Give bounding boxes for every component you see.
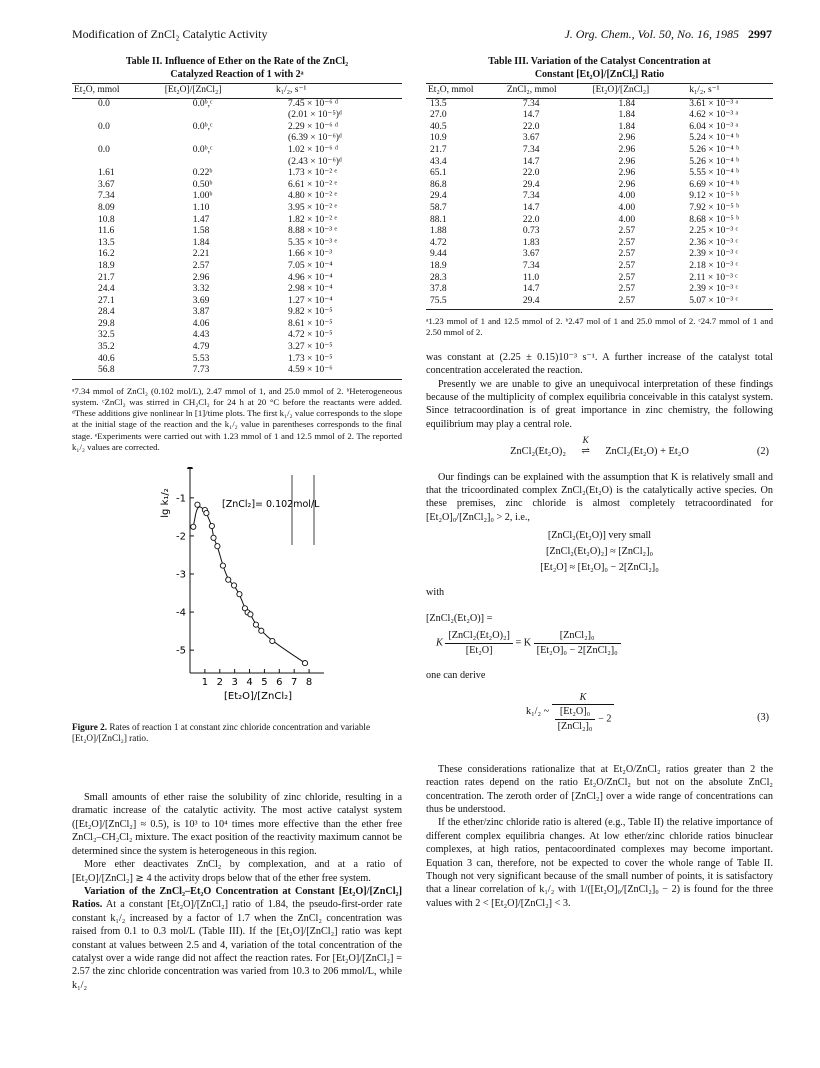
table2 xyxy=(72,83,402,380)
table-row xyxy=(72,365,402,379)
table-row xyxy=(72,249,402,261)
table-cell: 27.0 xyxy=(430,110,447,121)
paragraph-altered: If the ether/zinc chloride ratio is altered (e.g., Table II) the relative importance of different complex equilibria changes. At low ether/zinc chloride ratios binuclear complexes, at high ratios, pentacoordinated complexes may become important. Equation 3 can, therefore, not be expected to cover the whole range of Table II. Though not very significant because of the small number of points, it is satisfactory that a linear correlation of k₁/₂ with 1/([Et₂O]₀/[ZnCl₂]₀ − 2) is found for the three values with 2 < [Et₂O]/[ZnCl₂] < 3. xyxy=(426,817,773,909)
table-cell: 2.96 xyxy=(618,168,636,179)
table-cell: 1.66 × 10⁻³ xyxy=(288,249,333,260)
table-cell: 56.8 xyxy=(72,365,163,379)
eq3-denominator xyxy=(552,705,615,733)
table-row xyxy=(426,145,773,157)
table-row xyxy=(72,215,402,227)
table-row xyxy=(426,122,773,134)
table-cell: 0.0ᵇ,ᶜ xyxy=(192,98,213,109)
table-cell: 40.5 xyxy=(430,121,447,132)
table-cell: 2.96 xyxy=(618,144,636,155)
table2-caption-line2: Catalyzed Reaction of 1 with 2ᵃ xyxy=(170,68,304,80)
paragraph-variation-text: At a constant [Et₂O]/[ZnCl₂] ratio of 1.84, the pseudo-first-order rate constant k₁/₂ increased by a factor of 1.7 when the ZnCl₂ concentration was raised from 0.1 to 0.3 mol/L (Table III). If the [Et₂O]/[ZnCl₂] ratio was kept constant at values between 2.5 and 4, variation of the total concentration of the catalyst over a wide range did not affect the reaction rates. For [Et₂O]/[ZnCl₂] = 2.57 the zinc chloride concentration was varied from 10.3 to 206 mmol/L, while k₁/₂ xyxy=(72,899,402,991)
table-cell: 2.96 xyxy=(618,156,636,167)
table-cell: 32.5 xyxy=(98,330,115,341)
table-cell: 2.36 × 10⁻³ ᶜ xyxy=(689,237,739,248)
table-row xyxy=(72,203,402,215)
table-cell: 3.87 xyxy=(192,307,210,318)
table-cell: 4.62 × 10⁻³ ᵃ xyxy=(689,110,739,121)
table-cell: 2.57 xyxy=(192,260,210,271)
table-cell: 3.27 × 10⁻⁵ xyxy=(288,342,333,353)
table-cell: 2.29 × 10⁻⁶ ᵈ xyxy=(288,121,338,132)
x-tick-label: 5 xyxy=(261,677,268,689)
table-cell: 2.57 xyxy=(618,272,636,283)
table-cell: 11.6 xyxy=(98,226,115,237)
table-cell: 1.47 xyxy=(192,214,210,225)
table-row xyxy=(72,98,402,110)
eq2-number: (2) xyxy=(756,446,769,458)
figure-2-caption xyxy=(72,722,402,745)
table-cell: 7.73 xyxy=(163,365,274,379)
table2-footnote: ᵃ7.34 mmol of ZnCl₂ (0.102 mol/L), 2.47 mmol of 1, and 25.0 mmol of 2. ᵇHeterogeneous system. ᶜZnCl₂ was stirred in CH₂Cl₂ for 24 h at 20 °C before the reactants were added. ᵈThese additions give nonlinear ln [1]/time plots. The first k₁/₂ value corresponds to the slope at the initial stage of the reaction and the k₁/₂ value in parentheses corresponds to the final stage. ᵉExperiments were carried out with 1.23 mmol of 1 and 12.5 mmol of 2. The reported k₁/₂ values are corrected. xyxy=(72,385,402,452)
table-cell: 4.00 xyxy=(618,191,636,202)
table-cell: 2.39 × 10⁻³ ᶜ xyxy=(689,284,739,295)
with-label: with xyxy=(426,587,445,599)
table-cell: 2.25 × 10⁻³ ᶜ xyxy=(689,226,739,237)
table-row xyxy=(72,110,402,122)
table-cell: 5.07 × 10⁻³ ᶜ xyxy=(687,296,773,310)
table-cell xyxy=(163,157,274,169)
table-cell: 5.26 × 10⁻⁴ ᵇ xyxy=(689,156,740,167)
data-point xyxy=(195,502,200,507)
table-cell: 21.7 xyxy=(430,144,447,155)
left-column xyxy=(72,52,402,992)
table-cell: 3.95 × 10⁻² ᵉ xyxy=(288,202,337,213)
x-tick-label: 7 xyxy=(290,677,298,689)
table-cell: 7.34 xyxy=(522,191,540,202)
table-cell: 8.09 xyxy=(98,202,115,213)
table-cell: 21.7 xyxy=(98,272,115,283)
table-cell: 22.0 xyxy=(522,121,540,132)
table-cell: 1.58 xyxy=(192,226,210,237)
table-row xyxy=(426,215,773,227)
table-row xyxy=(426,168,773,180)
table-cell: 2.39 × 10⁻³ ᶜ xyxy=(689,249,739,260)
table-cell: 4.72 xyxy=(430,237,447,248)
table-cell: 1.84 xyxy=(618,110,636,121)
paragraph-deactivation: More ether deactivates ZnCl₂ by complexation, and at a ratio of [Et₂O]/[ZnCl₂] ≳ 4 the activity drops below that of the ether free system. xyxy=(72,859,402,884)
paragraph-assumption: Our findings can be explained with the assumption that K is relatively small and that the tricoordinated complex ZnCl₂(Et₂O) is the catalytically active species. On these premises, zinc chloride is almost completely tetracoordinated for [Et₂O]₀/[ZnCl₂]₀ > 2, i.e., xyxy=(426,471,773,523)
table-cell: 0.0 xyxy=(98,144,110,155)
table-cell: 6.61 × 10⁻² ᵉ xyxy=(288,179,337,190)
x-tick-label: 4 xyxy=(246,677,253,689)
table-cell: 1.73 × 10⁻² ᵉ xyxy=(288,168,337,179)
table-cell: 0.22ᵇ xyxy=(192,168,213,179)
data-point xyxy=(248,612,253,617)
table-cell: 11.0 xyxy=(522,272,540,283)
section-heading: Variation of the ZnCl₂–Et₂O Concentration at Constant [Et₂O]/[ZnCl₂] Ratios. xyxy=(72,885,402,911)
table-row xyxy=(72,307,402,319)
table2-header: Et₂O, mmol xyxy=(72,84,163,99)
eq2-constant: K xyxy=(582,435,589,446)
table-cell: 8.61 × 10⁻⁵ xyxy=(288,318,333,329)
table-cell: 1.10 xyxy=(192,202,210,213)
eq3-number: (3) xyxy=(757,711,769,723)
table-cell: 7.34 xyxy=(522,260,540,271)
data-point xyxy=(220,563,225,568)
x-tick-label: 1 xyxy=(201,677,209,689)
equilibrium-arrow: K ⇌ xyxy=(569,445,603,459)
table-row xyxy=(426,238,773,250)
table-row xyxy=(426,249,773,261)
table-cell: 2.57 xyxy=(618,237,636,248)
table-cell: 3.67 xyxy=(522,249,540,260)
x-axis-label: [Et₂O]/[ZnCl₂] xyxy=(223,691,293,703)
table-cell: 10.8 xyxy=(98,214,115,225)
equation-a-lhs: [ZnCl₂(Et₂O)] = xyxy=(426,612,493,624)
table-cell: 0.0ᵇ,ᶜ xyxy=(192,121,213,132)
table-row xyxy=(72,133,402,145)
table-cell: 7.34 xyxy=(522,98,540,109)
table-row xyxy=(72,226,402,238)
data-point xyxy=(302,661,307,666)
table-row xyxy=(72,157,402,169)
table3-caption xyxy=(426,56,773,81)
table-cell: 14.7 xyxy=(522,202,540,213)
table-cell: 8.68 × 10⁻⁵ ᵇ xyxy=(689,214,740,225)
table-cell: 0.0 xyxy=(98,121,110,132)
y-tick-label: -5 xyxy=(176,645,186,657)
table-cell: 4.00 xyxy=(618,214,636,225)
table-cell: 7.34 xyxy=(98,191,115,202)
table-cell: 2.18 × 10⁻³ ᶜ xyxy=(689,260,739,271)
journal-name: J. Org. Chem., Vol. 50, No. 16, 1985 xyxy=(564,27,739,41)
table-row xyxy=(72,145,402,157)
equation-a xyxy=(426,629,773,657)
table-cell: 5.35 × 10⁻³ ᵉ xyxy=(288,237,337,248)
table-cell: 35.2 xyxy=(98,342,115,353)
fraction-2 xyxy=(534,629,621,657)
table-cell: 6.04 × 10⁻³ ᵃ xyxy=(689,121,739,132)
table-row xyxy=(426,191,773,203)
table-cell: 0.0ᵇ,ᶜ xyxy=(192,144,213,155)
table-cell: 28.3 xyxy=(430,272,447,283)
table-cell: 14.7 xyxy=(522,110,540,121)
table-cell: 2.57 xyxy=(618,284,636,295)
table-cell: 18.9 xyxy=(430,260,447,271)
frac2-numerator: [ZnCl₂]₀ xyxy=(534,629,621,644)
table-row xyxy=(72,261,402,273)
table-cell: 13.5 xyxy=(430,98,447,109)
table-cell xyxy=(72,110,163,122)
eq3-fraction xyxy=(552,691,615,734)
data-point xyxy=(211,535,216,540)
table-row xyxy=(72,168,402,180)
x-tick-label: 6 xyxy=(276,677,283,689)
table-cell: 5.26 × 10⁻⁴ ᵇ xyxy=(689,144,740,155)
data-point xyxy=(237,592,242,597)
condition-1: [ZnCl₂(Et₂O)] very small xyxy=(547,530,652,542)
table-cell: 24.4 xyxy=(98,284,115,295)
table-cell: 1.84 xyxy=(192,237,210,248)
data-point xyxy=(191,524,196,529)
table-cell xyxy=(72,157,163,169)
x-tick-label: 2 xyxy=(216,677,223,689)
table-cell: 16.2 xyxy=(98,249,115,260)
eq3-inner-numerator: [Et₂O]₀ xyxy=(555,705,596,720)
paragraph-rationalize: These considerations rationalize that at Et₂O/ZnCl₂ ratios greater than 2 the reaction rates depend on the ratio Et₂O/ZnCl₂ but not on the absolute ZnCl₂ concentration. The zeroth order of [ZnCl₂] over a wide range of concentrations can thus be understood. xyxy=(426,763,773,815)
table-cell: 58.7 xyxy=(430,202,447,213)
table-cell: (2.43 × 10⁻⁶)ᵈ xyxy=(288,156,342,167)
table-cell: 1.73 × 10⁻⁵ xyxy=(288,353,333,364)
paragraph-constant: was constant at (2.25 ± 0.15)10⁻³ s⁻¹. A further increase of the catalyst total concentration accelerated the reaction. xyxy=(426,351,773,377)
running-title: Modification of ZnCl₂ Catalytic Activity xyxy=(72,27,268,41)
eq2-products: ZnCl₂(Et₂O) + Et₂O xyxy=(605,446,689,458)
table-cell: 13.5 xyxy=(98,237,115,248)
table-cell: 2.57 xyxy=(618,260,636,271)
eqA-constant: K xyxy=(436,637,443,649)
table-row xyxy=(426,133,773,145)
eq3-numerator: K xyxy=(552,691,615,706)
table-cell: 2.96 xyxy=(192,272,210,283)
eqA-equals: = K xyxy=(515,637,532,649)
journal-citation xyxy=(564,27,772,42)
table-cell: 22.0 xyxy=(522,168,540,179)
figure-2 xyxy=(72,467,402,787)
table-row xyxy=(72,319,402,331)
table-cell: 1.02 × 10⁻⁶ ᵈ xyxy=(288,144,338,155)
data-point xyxy=(259,628,264,633)
table-cell: (2.01 × 10⁻⁵)ᵈ xyxy=(288,110,342,121)
table-cell: 28.4 xyxy=(98,307,115,318)
fraction-1 xyxy=(445,629,513,657)
table-cell: 1.27 × 10⁻⁴ xyxy=(288,295,333,306)
table-cell: 4.43 xyxy=(192,330,210,341)
table-cell: 0.73 xyxy=(522,226,540,237)
table-cell: 4.96 × 10⁻⁴ xyxy=(288,272,333,283)
table-cell: 4.00 xyxy=(618,202,636,213)
table-cell: 88.1 xyxy=(430,214,447,225)
paragraph-interpretation: Presently we are unable to give an unequivocal interpretation of these findings because of the multiplicity of complex equilibria conceivable in this catalyst system. Since tetracoordination is of great importance in zinc chemistry, the following equilibrium may play a central role. xyxy=(426,378,773,430)
eq3-inner-fraction xyxy=(555,705,596,733)
data-point xyxy=(209,523,214,528)
y-tick-label: -3 xyxy=(176,569,186,581)
table-cell: 3.67 xyxy=(98,179,115,190)
table-row xyxy=(426,157,773,169)
table-cell: 65.1 xyxy=(430,168,447,179)
table-row xyxy=(72,342,402,354)
table-cell: 7.05 × 10⁻⁴ xyxy=(288,260,333,271)
figure-2-caption-text: Rates of reaction 1 at constant zinc chloride concentration and variable [Et₂O]/[ZnCl₂] ratio. xyxy=(72,721,371,744)
table-cell: 2.96 xyxy=(618,133,636,144)
table-cell: 1.61 xyxy=(98,168,115,179)
frac1-numerator: [ZnCl₂(Et₂O)₂] xyxy=(445,629,513,644)
x-tick-label: 8 xyxy=(305,677,313,689)
table-row xyxy=(426,296,773,310)
eq3-inner-denominator: [ZnCl₂]₀ xyxy=(557,720,593,732)
table-row xyxy=(426,203,773,215)
data-point xyxy=(270,638,275,643)
table3 xyxy=(426,83,773,310)
page-number: 2997 xyxy=(748,27,772,41)
table2-header: [Et₂O]/[ZnCl₂] xyxy=(163,84,274,99)
table-cell: 4.72 × 10⁻⁵ xyxy=(288,330,333,341)
table-cell: 3.61 × 10⁻³ ᵃ xyxy=(689,98,739,109)
figure-2-label: Figure 2. xyxy=(72,721,108,732)
table-cell: 1.83 xyxy=(522,237,540,248)
table-cell: 1.88 xyxy=(430,226,447,237)
table-row xyxy=(72,273,402,285)
table-cell: 40.6 xyxy=(98,353,115,364)
table-row xyxy=(72,191,402,203)
eq3-lhs: k₁/₂ ~ xyxy=(526,706,550,718)
table-cell xyxy=(163,133,274,145)
y-axis-label: lg k₁/₂ xyxy=(160,488,171,518)
table-cell: 4.80 × 10⁻² ᵉ xyxy=(288,191,337,202)
table-cell xyxy=(72,133,163,145)
table-cell: 1.82 × 10⁻² ᵉ xyxy=(288,214,337,225)
table-cell: 7.34 xyxy=(522,144,540,155)
table-row xyxy=(426,98,773,110)
table-row xyxy=(426,273,773,285)
table-cell: 29.8 xyxy=(98,318,115,329)
condition-2: [ZnCl₂(Et₂O)₂] ≈ [ZnCl₂]₀ xyxy=(545,546,654,558)
table3-header: k₁/₂, s⁻¹ xyxy=(687,84,773,99)
eq3-minus: − 2 xyxy=(598,713,612,725)
table-cell: 5.55 × 10⁻⁴ ᵇ xyxy=(689,168,740,179)
table-cell: 14.7 xyxy=(522,284,540,295)
table-cell: 1.84 xyxy=(618,98,636,109)
table-cell: 9.44 xyxy=(430,249,447,260)
equation-2 xyxy=(426,435,773,459)
table-cell: 14.7 xyxy=(522,156,540,167)
table-cell: 1.00ᵇ xyxy=(192,191,213,202)
table-cell: 2.57 xyxy=(618,226,636,237)
frac1-denominator: [Et₂O] xyxy=(465,644,493,656)
condition-3: [Et₂O] ≈ [Et₂O]₀ − 2[ZnCl₂]₀ xyxy=(540,562,659,574)
table3-footnote: ᵃ1.23 mmol of 1 and 12.5 mmol of 2. ᵇ2.47 mol of 1 and 25.0 mmol of 2. ᶜ24.7 mmol of 1 and 2.50 mmol of 2. xyxy=(426,316,773,338)
y-tick-label: -1 xyxy=(176,493,186,505)
table-cell: 4.79 xyxy=(192,342,210,353)
table-cell: 29.4 xyxy=(505,296,591,310)
table3-header: ZnCl₂, mmol xyxy=(505,84,591,99)
table-cell: 2.57 xyxy=(618,249,636,260)
table-row xyxy=(426,226,773,238)
table-cell: 2.21 xyxy=(192,249,210,260)
table-cell: 3.69 xyxy=(192,295,210,306)
frac2-denominator: [Et₂O]₀ − 2[ZnCl₂]₀ xyxy=(536,644,618,656)
equation-3 xyxy=(426,691,773,753)
data-point xyxy=(226,577,231,582)
conditions-list xyxy=(426,528,773,576)
data-point xyxy=(215,544,220,549)
table-cell: 86.8 xyxy=(430,179,447,190)
table2-header: k₁/₂, s⁻¹ xyxy=(274,84,402,99)
table-row xyxy=(426,110,773,122)
derive-label: one can derive xyxy=(426,670,486,682)
running-header xyxy=(72,27,772,43)
table3-header: [Et₂O]/[ZnCl₂] xyxy=(590,84,687,99)
table3-caption-line1: Table III. Variation of the Catalyst Concentration at xyxy=(488,56,711,67)
table-row xyxy=(72,238,402,250)
table2-caption-line1: Table II. Influence of Ether on the Rate of the ZnCl₂ xyxy=(125,56,349,67)
table-cell: 2.96 xyxy=(618,179,636,190)
fit-curve xyxy=(193,507,305,663)
table-cell: 0.50ᵇ xyxy=(192,179,213,190)
table-cell: 10.9 xyxy=(430,133,447,144)
table-cell: 75.5 xyxy=(426,296,505,310)
table-cell: 3.32 xyxy=(192,284,210,295)
table-row xyxy=(72,180,402,192)
table-row xyxy=(426,261,773,273)
table-cell: 9.12 × 10⁻⁵ ᵇ xyxy=(689,191,740,202)
table-cell: 9.82 × 10⁻⁵ xyxy=(288,307,333,318)
table-cell: 29.4 xyxy=(430,191,447,202)
table-cell: 27.1 xyxy=(98,295,115,306)
table-cell: 22.0 xyxy=(522,214,540,225)
figure-2-plot xyxy=(72,467,402,709)
table-row xyxy=(72,284,402,296)
table-row xyxy=(426,180,773,192)
y-tick-label: -4 xyxy=(176,607,186,619)
y-axis-arrow xyxy=(187,467,193,469)
table-row xyxy=(72,122,402,134)
eq2-reactant: ZnCl₂(Et₂O)₂ xyxy=(510,446,566,458)
table-cell: 2.98 × 10⁻⁴ xyxy=(288,284,333,295)
table-cell: 4.59 × 10⁻⁶ xyxy=(274,365,402,379)
annotation-label: [ZnCl₂]= 0.102mol/L xyxy=(222,499,320,511)
table-cell: 1.84 xyxy=(618,121,636,132)
y-tick-label: -2 xyxy=(176,531,186,543)
table-cell: 29.4 xyxy=(522,179,540,190)
table-cell: 0.0 xyxy=(98,98,110,109)
table-cell: 7.92 × 10⁻⁵ ᵇ xyxy=(689,202,740,213)
table-cell: (6.39 × 10⁻⁶)ᵈ xyxy=(288,133,342,144)
table-cell: 18.9 xyxy=(98,260,115,271)
paragraph-variation xyxy=(72,885,402,992)
paragraph-solubility: Small amounts of ether raise the solubility of zinc chloride, resulting in a dramatic increase of the catalytic activity. The most active catalyst system ([Et₂O]/[ZnCl₂] ≈ 0.5), is 10³ to 10⁴ times more effective than the ether free ZnCl₂–CH₂Cl₂ mixture. The exact position of the reactivity maximum cannot be determined since the system is heterogeneous in this region. xyxy=(72,792,402,857)
table-row xyxy=(72,354,402,366)
table-cell: 4.06 xyxy=(192,318,210,329)
data-point xyxy=(231,583,236,588)
data-point xyxy=(204,511,209,516)
table-cell: 6.69 × 10⁻⁴ ᵇ xyxy=(689,179,740,190)
table-cell: 8.88 × 10⁻³ ᵉ xyxy=(288,226,337,237)
table-row xyxy=(72,330,402,342)
table-cell: 2.11 × 10⁻³ ᶜ xyxy=(689,272,738,283)
table-cell xyxy=(163,110,274,122)
table-cell: 5.24 × 10⁻⁴ ᵇ xyxy=(689,133,740,144)
table-cell: 43.4 xyxy=(430,156,447,167)
table2-caption xyxy=(72,56,402,81)
table-cell: 5.53 xyxy=(192,353,210,364)
table3-header: Et₂O, mmol xyxy=(426,84,505,99)
table-cell: 2.57 xyxy=(590,296,687,310)
table-row xyxy=(426,284,773,296)
table-cell: 37.8 xyxy=(430,284,447,295)
table3-caption-line2: Constant [Et₂O]/[ZnCl₂] Ratio xyxy=(534,68,665,80)
data-point xyxy=(253,622,258,627)
x-tick-label: 3 xyxy=(231,677,238,689)
table-cell: 7.45 × 10⁻⁶ ᵈ xyxy=(288,98,338,109)
table-row xyxy=(72,296,402,308)
table-cell: 3.67 xyxy=(522,133,540,144)
right-column xyxy=(426,52,773,910)
